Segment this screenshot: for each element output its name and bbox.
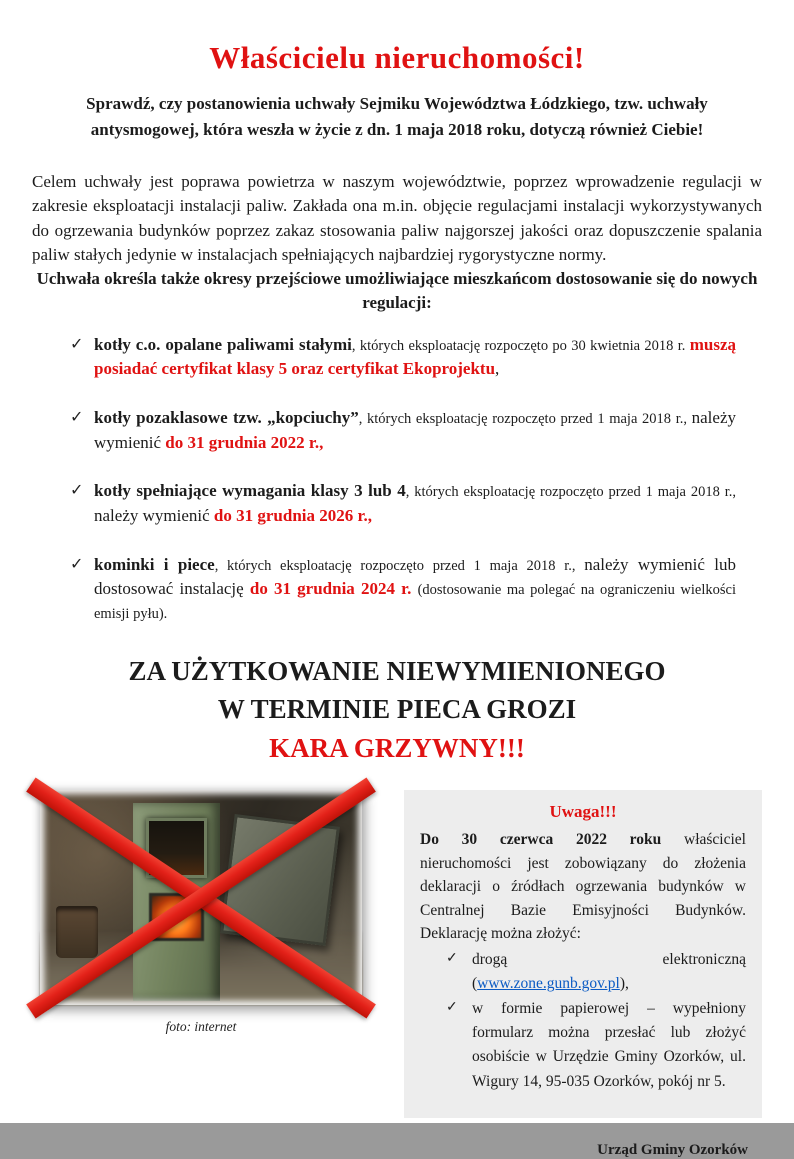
zone-gunb-link[interactable]: www.zone.gunb.gov.pl [477,975,620,993]
list-item-text: kotły c.o. opalane paliwami stałymi, których eksploatację rozpoczęto po 30 kwietnia 2018 r. muszą posiadać certyfikat klasy 5 oraz certyfikat Ekoprojektu, [94,334,736,379]
list-item-text: drogą elektroniczną (www.zone.gunb.gov.pl), [472,951,746,993]
crossed-out-boiler-photo [40,790,362,1005]
list-item [446,948,746,997]
list-item [446,997,746,1094]
notice-intro [420,828,746,946]
notice-title: Uwaga!!! [549,802,617,822]
list-item [70,406,736,455]
checkmark-icon: ✓ [446,951,458,966]
list-item [70,479,736,528]
bottom-section [36,790,762,1118]
photo-caption: foto: internet [165,1019,237,1035]
rusty-bucket [56,906,98,958]
declaration-options-list [446,948,746,1094]
list-item-text: kominki i piece, których eksploatację rozpoczęto przed 1 maja 2018 r., należy wymienić lub dostosować instalację do 31 grudnia 2024 r. (dostosowanie ma polegać na ograniczeniu wielkości emisji pyłu). [94,554,737,622]
intro-paragraph: Celem uchwały jest poprawa powietrza w naszym województwie, poprzez wprowadzenie regulacji w zakresie eksploatacji instalacji paliw. Zakłada ona m.in. objęcie regulacjami instalacji wykorzystywanych do ogrzewania budynków poprzez zakaz stosowania paliw najgorszej jakości oraz dopuszczenie spalania paliw stałych jedynie w instalacjach spełniających najbardziej rygorystyczne normy. [32,172,762,264]
warning-line-2: W TERMINIE PIECA GROZI [217,694,577,725]
transition-note: Uchwała określa także okresy przejściowe umożliwiające mieszkańcom dostosowanie się do nowych regulacji: [36,269,758,312]
warning-line-1: ZA UŻYTKOWANIE NIEWYMIENIONEGO [128,656,666,687]
document-subtitle: Sprawdź, czy postanowienia uchwały Sejmiku Województwa Łódzkiego, tzw. uchwały antysmogowej, która weszła w życie z dn. 1 maja 2018 roku, dotyczą również Ciebie! [86,94,708,139]
checkmark-icon: ✓ [70,335,84,353]
list-item-text: kotły spełniające wymagania klasy 3 lub 4, których eksploatację rozpoczęto przed 1 maja 2018 r., należy wymienić do 31 grudnia 2026 r., [94,481,736,525]
list-item [70,553,736,625]
list-item [70,333,736,382]
list-item-text: w formie papierowej – wypełniony formularz można przesłać lub złożyć osobiście w Urzędzie Gminy Ozorków, ul. Wigury 14, 95-035 Ozorków, pokój nr 5. [472,999,746,1090]
checkmark-icon: ✓ [70,482,84,500]
footer-signature: Urząd Gminy Ozorków [597,1141,748,1158]
list-item-text: kotły pozaklasowe tzw. „kopciuchy”, których eksploatację rozpoczęto przed 1 maja 2018 r., należy wymienić do 31 grudnia 2022 r., [94,408,736,452]
regulation-bullet-list [70,333,736,625]
notice-body-text: właściciel nieruchomości jest zobowiązany do złożenia deklaracji o źródłach ogrzewania budynków w Centralnej Bazie Emisyjności Budynków. Deklarację można złożyć: [420,831,746,943]
checkmark-icon: ✓ [70,555,84,573]
photo-column [36,790,366,1118]
warning-line-3: KARA GRZYWNY!!! [269,732,525,763]
notice-box [404,790,762,1118]
checkmark-icon: ✓ [70,409,84,427]
warning-heading [0,655,794,764]
document-title: Właścicielu nieruchomości! [209,40,585,75]
notice-deadline: Do 30 czerwca 2022 roku [420,831,662,849]
checkmark-icon: ✓ [446,999,458,1015]
